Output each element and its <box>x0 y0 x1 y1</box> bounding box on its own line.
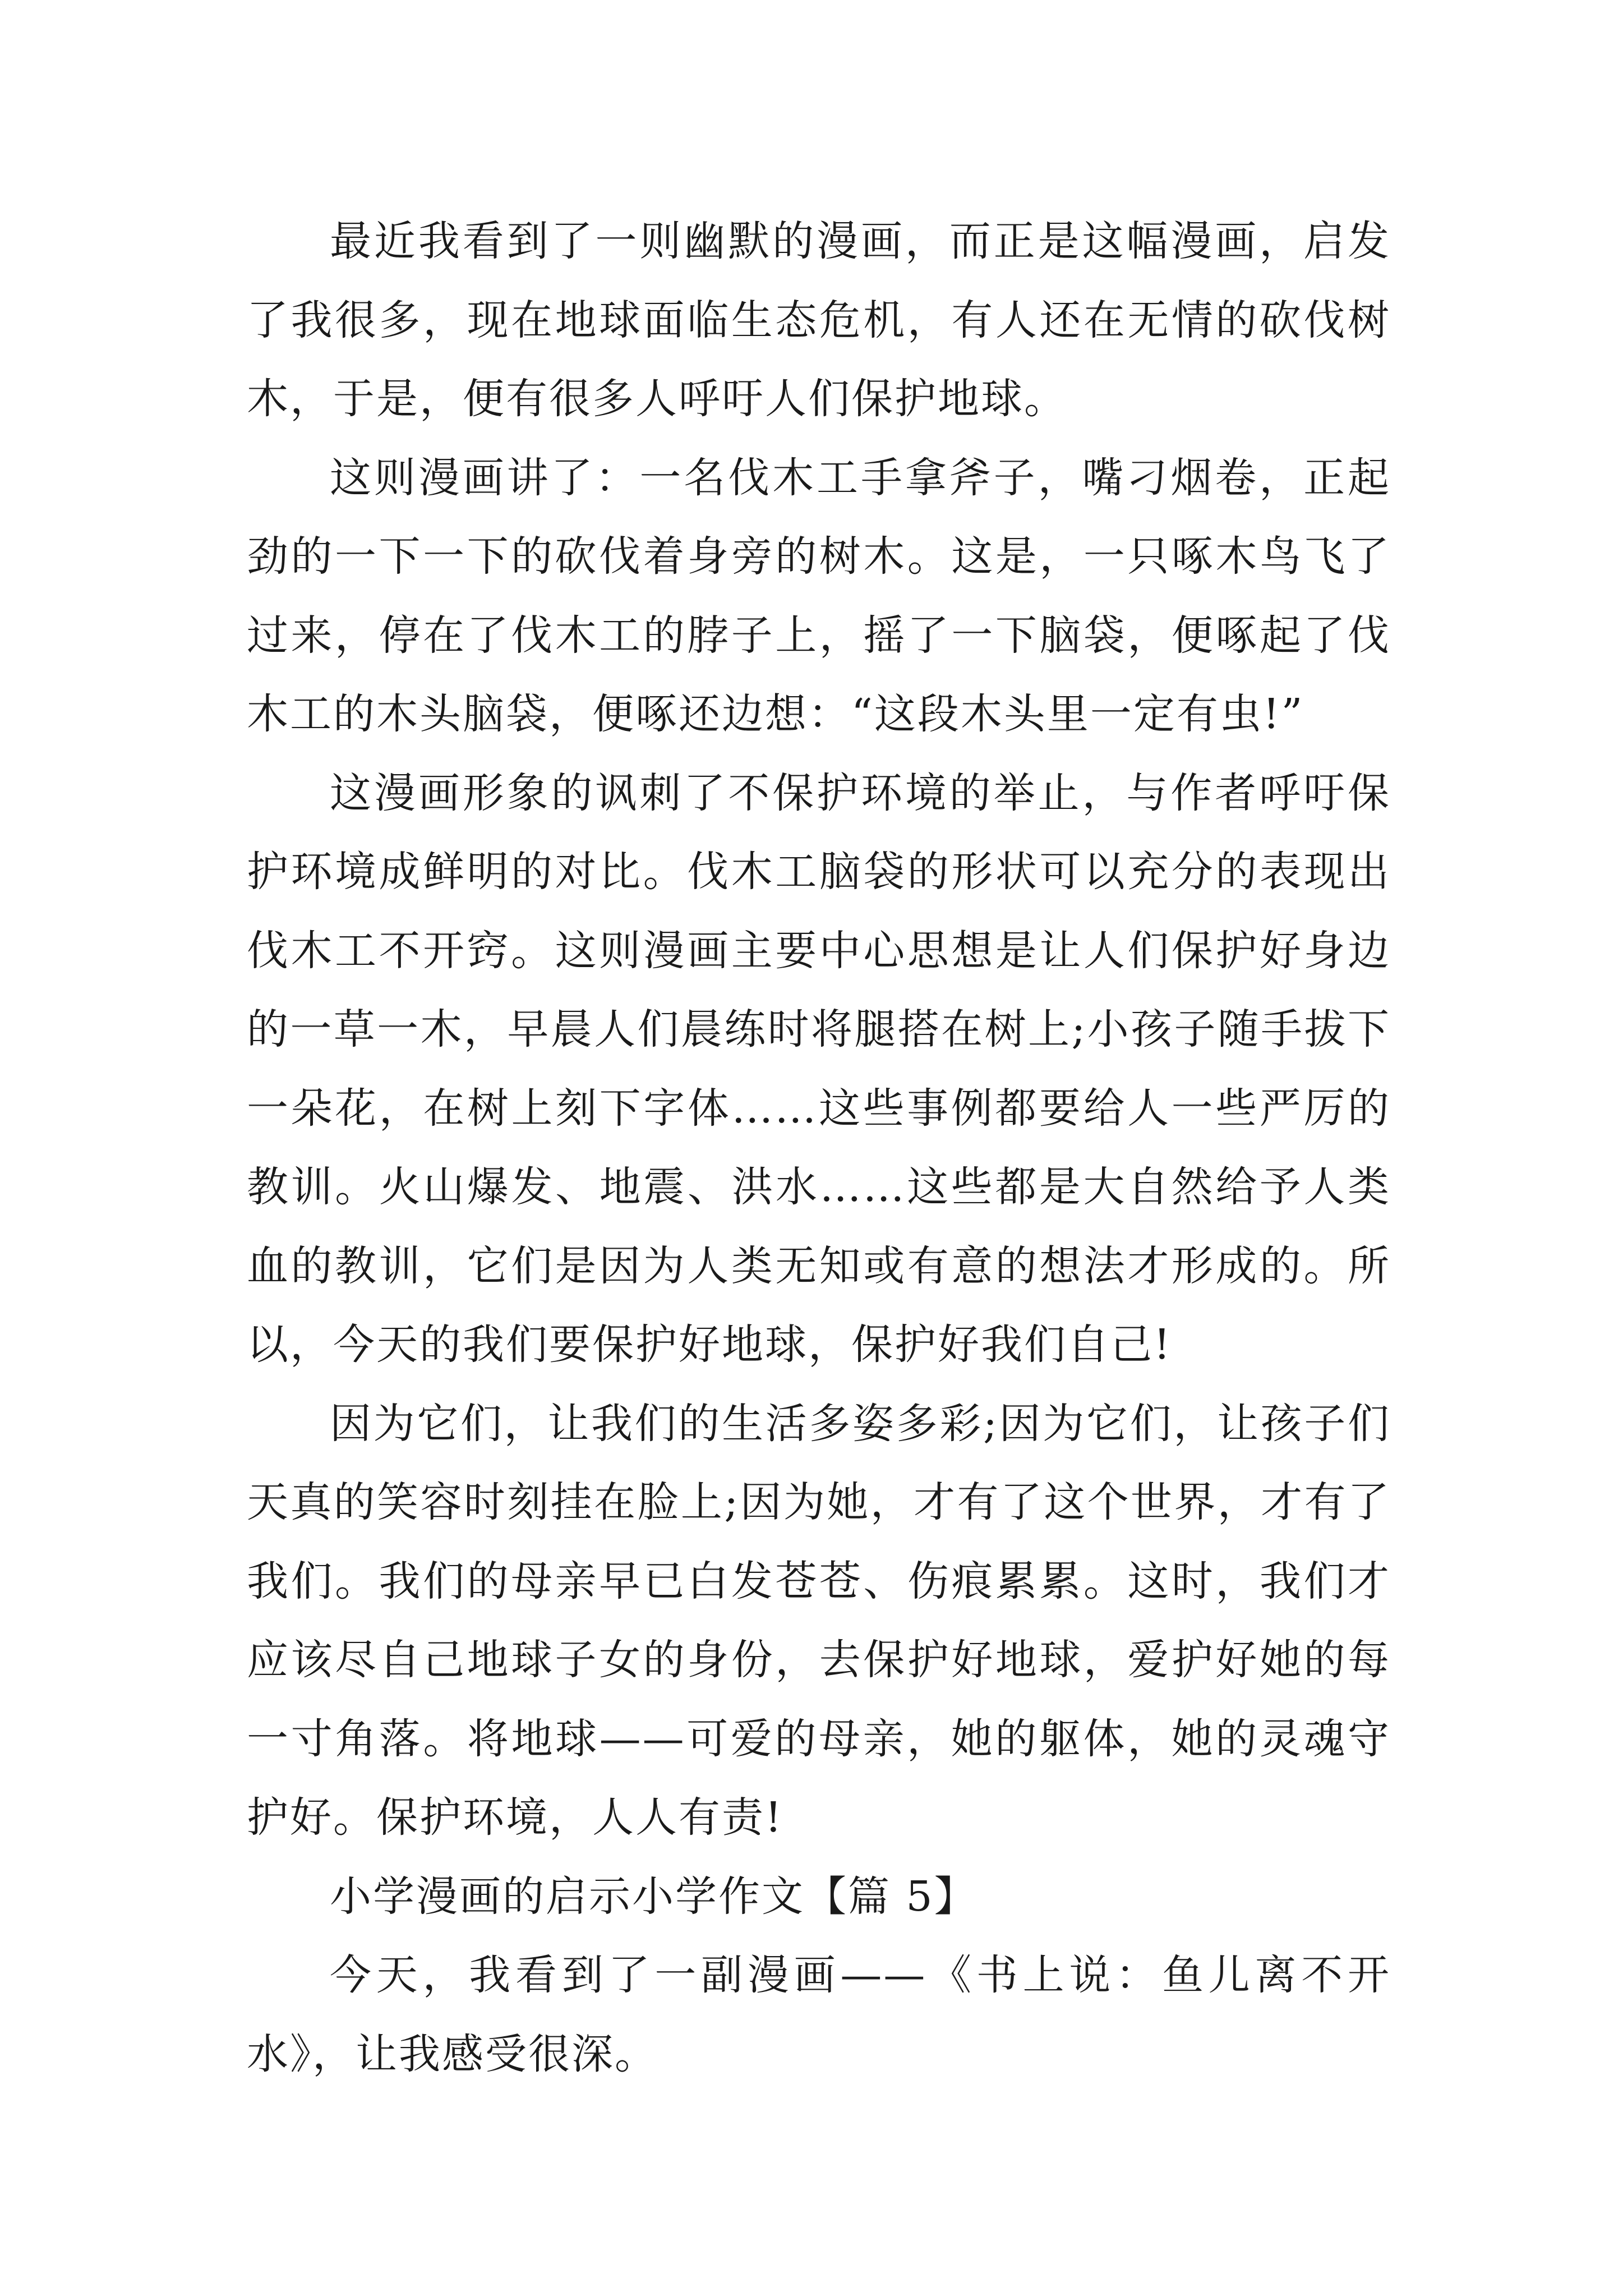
paragraph-5: 今天，我看到了一副漫画——《书上说：鱼儿离不开水》，让我感受很深。 <box>247 1951 1391 2078</box>
paragraph-3: 这漫画形象的讽刺了不保护环境的举止，与作者呼吁保护环境成鲜明的对比。伐木工脑袋的形状可以充分的表现出伐木工不开窍。这则漫画主要中心思想是让人们保护好身边的一草一木，早晨人们晨练时将腿搭在树上;小孩子随手拔下一朵花，在树上刻下字体……这些事例都要给人一些严厉的教训。火山爆发、地震、洪水……这些都是大自然给予人类血的教训，它们是因为人类无知或有意的想法才形成的。所以，今天的我们要保护好地球，保护好我们自己! <box>247 769 1391 1369</box>
document-body <box>247 202 1391 2093</box>
paragraph-1: 最近我看到了一则幽默的漫画，而正是这幅漫画，启发了我很多，现在地球面临生态危机，有人还在无情的砍伐树木，于是，便有很多人呼吁人们保护地球。 <box>247 217 1391 423</box>
paragraph-4: 因为它们，让我们的生活多姿多彩;因为它们，让孩子们天真的笑容时刻挂在脸上;因为她，才有了这个世界，才有了我们。我们的母亲早已白发苍苍、伤痕累累。这时，我们才应该尽自己地球子女的身份，去保护好地球，爱护好她的每一寸角落。将地球——可爱的母亲，她的躯体，她的灵魂守护好。保护环境，人人有责! <box>247 1399 1391 1842</box>
paragraph-2: 这则漫画讲了：一名伐木工手拿斧子，嘴刁烟卷，正起劲的一下一下的砍伐着身旁的树木。这是，一只啄木鸟飞了过来，停在了伐木工的脖子上，摇了一下脑袋，便啄起了伐木工的木头脑袋，便啄还边想：“这段木头里一定有虫!” <box>247 453 1391 738</box>
section-heading: 小学漫画的启示小学作文【篇 5】 <box>330 1872 978 1921</box>
